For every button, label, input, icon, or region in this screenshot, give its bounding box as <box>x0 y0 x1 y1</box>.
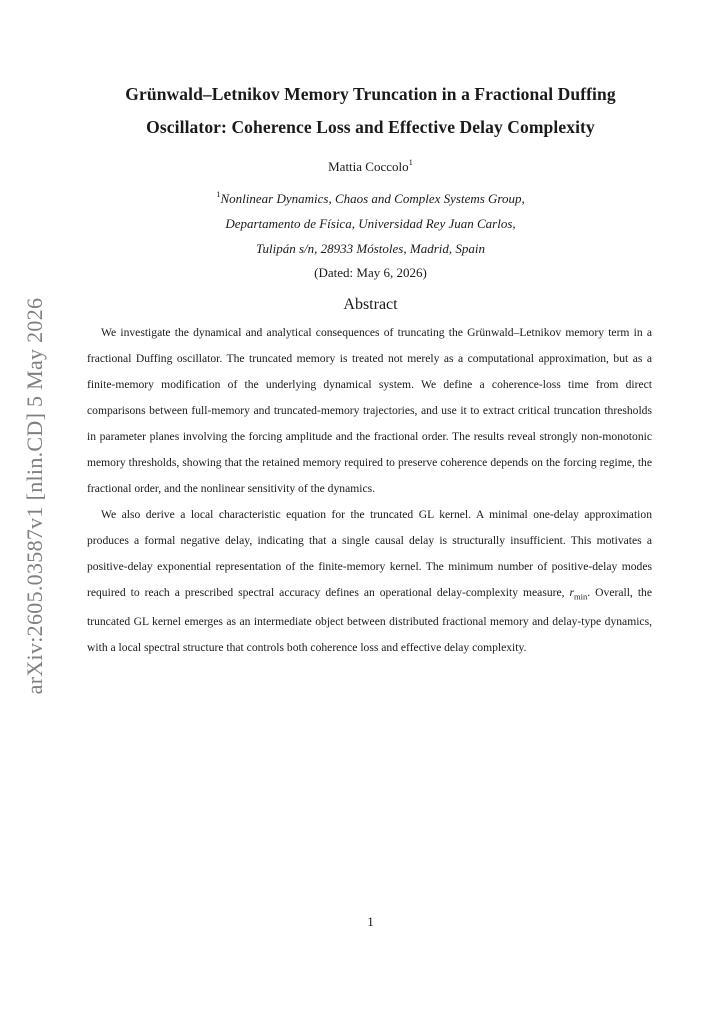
title-line-2: Oscillator: Coherence Loss and Effective Delay Complexity <box>146 117 595 137</box>
arxiv-identifier[interactable]: arXiv:2605.03587v1 [nlin.CD] 5 May 2026 <box>22 297 47 695</box>
abstract-paragraph-1: We investigate the dynamical and analytical consequences of truncating the Grünwald–Letnikov memory term in a fractional Duffing oscillator. The truncated memory is treated not merely as a computational approximation, but as a finite-memory modification of the underlying dynamical system. We define a coherence-loss time from direct comparisons between full-memory and truncated-memory trajectories, and use it to extract critical truncation thresholds in parameter planes involving the forcing amplitude and the fractional order. The results reveal strongly non-monotonic memory thresholds, showing that the retained memory required to preserve coherence depends on the forcing regime, the fractional order, and the nonlinear sensitivity of the dynamics. <box>87 326 652 495</box>
abstract-paragraph-2-text-b: . Overall, the truncated GL kernel emerges as an intermediate object between distributed fractional memory and delay-type dynamics, with a local spectral structure that controls both coherence loss and effective delay complexity. <box>87 586 652 655</box>
author-name: Mattia Coccolo <box>328 159 409 174</box>
affiliation-line-1 <box>60 186 681 211</box>
affiliation-block <box>60 186 681 261</box>
date-line: (Dated: May 6, 2026) <box>314 265 427 280</box>
affiliation-line-1-text: Nonlinear Dynamics, Chaos and Complex Systems Group, <box>220 191 525 206</box>
abstract-paragraph-2-text-a: We also derive a local characteristic equation for the truncated GL kernel. A minimal one-delay approximation produces a formal negative delay, indicating that a single causal delay is structurally insufficient. This motivates a positive-delay exponential representation of the finite-memory kernel. The minimum number of positive-delay modes required to reach a prescribed spectral accuracy defines an operational delay-complexity measure, <box>87 508 652 599</box>
affiliation-mark: 1 <box>216 189 221 199</box>
author-affiliation-mark: 1 <box>408 157 413 167</box>
affiliation-line-3: Tulipán s/n, 28933 Móstoles, Madrid, Spain <box>256 241 485 256</box>
abstract-paragraph-2 <box>87 502 652 661</box>
abstract-heading: Abstract <box>343 296 398 313</box>
author-line <box>60 158 681 176</box>
abstract-body <box>87 320 652 661</box>
title-line-1: Grünwald–Letnikov Memory Truncation in a Fractional Duffing <box>125 84 616 104</box>
affiliation-line-2: Departamento de Física, Universidad Rey Juan Carlos, <box>225 216 516 231</box>
page-number: 1 <box>367 914 374 929</box>
math-variable-r: r <box>569 586 575 599</box>
math-subscript-min: min <box>574 591 588 602</box>
paper-title <box>60 78 681 144</box>
